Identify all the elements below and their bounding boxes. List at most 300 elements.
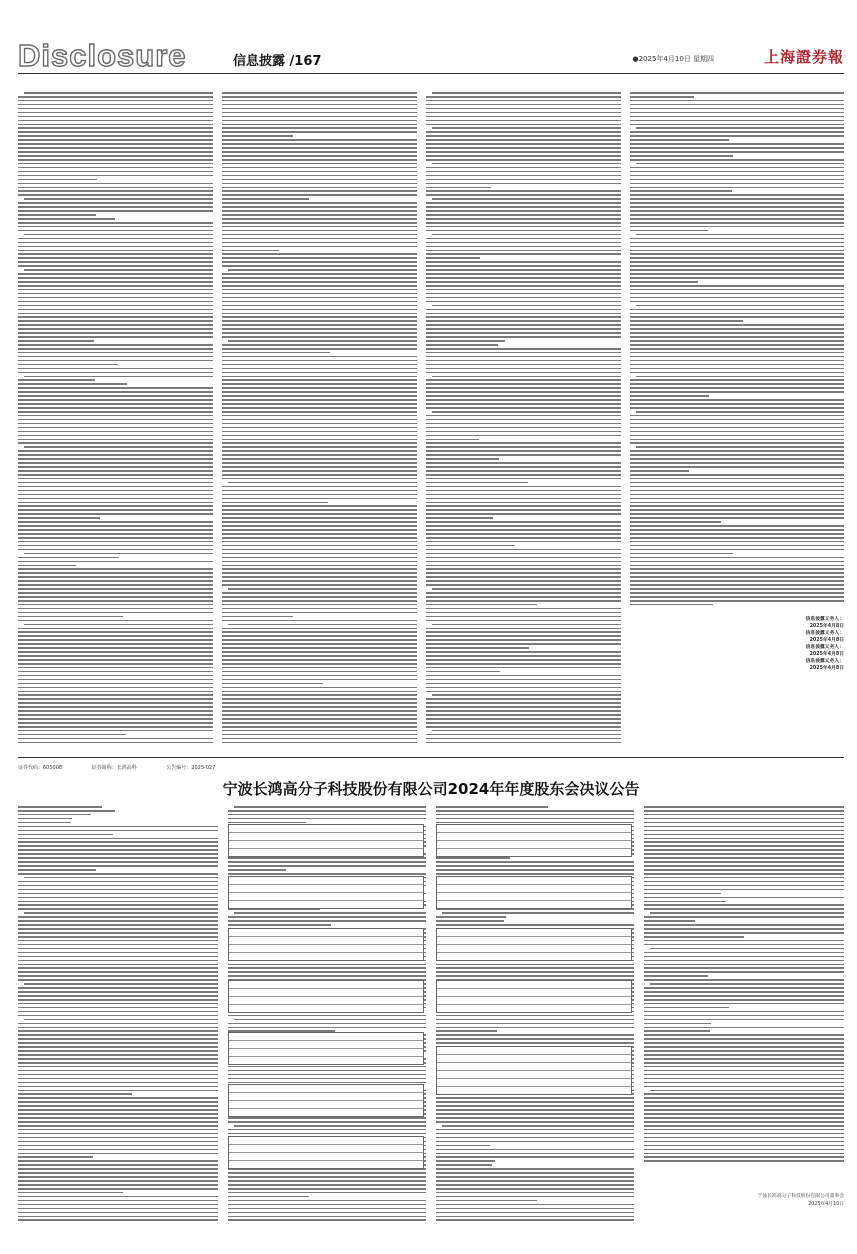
masthead [18,40,844,72]
text-line [636,234,844,236]
text-line [436,971,634,973]
text-line [630,391,844,393]
text-line [644,893,721,895]
announcement-codes [18,764,243,771]
text-line [18,826,218,828]
text-line [18,1172,218,1174]
text-line [18,1027,218,1029]
text-line [644,979,844,981]
text-line [644,956,844,958]
text-line [18,1196,218,1198]
text-line [644,889,844,891]
text-line [426,289,621,291]
vote-table [228,824,424,857]
text-line [222,206,417,208]
text-line [426,387,621,389]
text-line [222,698,417,700]
vote-table-row [437,953,631,960]
text-line [18,1192,123,1194]
text-line [18,498,213,500]
text-line [18,155,213,157]
vote-table-row [229,1161,423,1168]
text-line [426,498,621,500]
text-line [436,1133,634,1135]
signature-date: 2025年4月8日 [809,666,844,671]
text-line [426,297,621,299]
announcement-column-4 [644,806,844,1166]
text-line [18,253,213,255]
text-line [426,419,621,421]
text-line [426,372,621,374]
text-line [18,675,213,677]
text-line [18,742,213,744]
text-line [644,1133,844,1135]
text-line [228,967,426,969]
text-line [432,376,621,378]
text-line [426,655,621,657]
text-line [18,151,213,153]
text-line [18,332,213,334]
text-line [18,683,213,685]
text-line [436,1019,634,1021]
text-line [222,403,417,405]
text-line [436,1176,634,1178]
text-line [426,187,491,189]
text-line [644,826,844,828]
text-line [18,928,218,930]
text-line [630,131,844,133]
vote-table-row [229,989,423,997]
text-line [426,218,621,220]
text-line [644,849,844,851]
text-line [18,171,213,173]
text-line [426,533,621,535]
text-line [18,572,213,574]
text-line [436,1212,634,1214]
text-line [630,202,844,204]
text-line [426,671,500,673]
text-line [630,541,844,543]
text-line [436,1164,492,1166]
vote-table-row [229,1049,423,1057]
text-line [18,1086,218,1088]
text-line [18,620,213,622]
text-line [18,100,213,102]
footer-date: 2025年4月10日 [808,1202,844,1207]
vote-table-row [229,1033,423,1041]
text-line [426,320,621,322]
text-line [650,912,844,914]
text-line [426,431,621,433]
text-line [630,344,844,346]
text-line [18,841,218,843]
text-line [426,667,621,669]
vote-table [228,876,424,909]
text-line [18,698,213,700]
text-line [222,596,417,598]
text-line [18,250,213,252]
text-line [644,818,844,820]
text-line [222,565,417,567]
text-line [630,257,844,259]
text-line [644,920,695,922]
text-line [228,916,426,918]
vote-table-row [437,929,631,937]
text-line [426,576,621,578]
text-line [18,324,213,326]
text-line [630,139,729,141]
text-line [222,131,417,133]
text-line [222,96,417,98]
article-column-3 [426,92,621,750]
text-line [222,446,417,448]
text-line [426,521,621,523]
text-line [18,1137,218,1139]
text-line [630,171,844,173]
text-line [18,604,213,606]
text-line [630,415,844,417]
text-line [18,281,213,283]
text-line [436,1208,634,1210]
text-line [18,584,213,586]
text-line [426,135,621,137]
text-line [426,183,621,185]
text-line [426,194,621,196]
text-line [222,253,417,255]
text-line [426,702,621,704]
text-line [630,116,844,118]
text-line [650,1090,844,1092]
vote-table [228,980,424,1013]
text-line [18,242,213,244]
text-line [644,1109,844,1111]
text-line [18,360,213,362]
text-line [18,1200,218,1202]
vote-table-row [229,1153,423,1161]
text-line [630,324,844,326]
text-line [644,834,844,836]
text-line [18,561,213,563]
text-line [630,600,844,602]
text-line [630,309,844,311]
text-line [18,226,213,228]
text-line [228,1212,426,1214]
text-line [222,218,417,220]
text-line [426,155,621,157]
text-line [644,1066,844,1068]
text-line [18,873,218,875]
text-line [426,596,621,598]
text-line [630,151,844,153]
text-line [630,332,844,334]
text-line [222,419,417,421]
text-line [426,328,621,330]
text-line [18,655,213,657]
text-line [644,916,844,918]
text-line [18,482,213,484]
text-line [18,1188,218,1190]
vote-table-row [437,989,631,997]
text-line [18,1156,93,1158]
text-line [222,620,417,622]
text-line [228,1219,426,1221]
text-line [222,545,417,547]
text-line [630,206,844,208]
text-line [222,273,417,275]
text-line [228,1180,426,1182]
text-line [644,865,844,867]
text-line [222,639,417,641]
text-line [426,108,621,110]
article-column-1 [18,92,213,750]
text-line [426,340,505,342]
text-line [426,364,621,366]
text-line [630,360,844,362]
text-line [630,155,733,157]
text-line [18,1034,218,1036]
vote-table-row [229,877,423,885]
vote-table-row [229,893,423,901]
text-line [18,431,213,433]
text-line [630,222,844,224]
text-line [18,865,218,867]
text-line [436,967,634,969]
text-line [426,687,621,689]
text-line [426,242,621,244]
text-line [228,1200,426,1202]
signature-date: 2025年4月8日 [809,652,844,657]
text-line [436,857,510,859]
text-line [630,498,844,500]
text-line [18,285,213,287]
text-line [426,561,621,563]
text-line [222,454,417,456]
text-line [18,722,213,724]
text-line [18,1082,218,1084]
text-line [436,1184,634,1186]
text-line [436,1042,634,1044]
text-line [426,222,621,224]
vote-table-row [437,841,631,849]
text-line [426,722,621,724]
text-line [630,120,844,122]
text-line [426,466,621,468]
text-line [630,561,844,563]
text-line [18,502,213,504]
text-line [228,1176,426,1178]
text-line [426,565,621,567]
text-line [426,714,621,716]
text-line [644,877,844,879]
text-line [644,1125,844,1127]
text-line [630,592,844,594]
text-line [24,198,213,200]
text-line [436,1137,634,1139]
text-line [644,1058,844,1060]
text-line [18,1184,218,1186]
text-line [644,1003,844,1005]
text-line [630,198,844,200]
text-line [228,1082,426,1084]
text-line [630,104,844,106]
text-line [18,293,213,295]
text-line [426,167,621,169]
text-line [630,505,844,507]
text-line [222,631,417,633]
text-line [630,112,844,114]
text-line [18,395,213,397]
text-line [234,1019,426,1021]
text-line [222,726,417,728]
text-line [426,553,621,555]
text-line [18,348,213,350]
text-line [222,691,417,693]
text-line [228,482,417,484]
text-line [432,411,621,413]
text-line [630,336,844,338]
text-line [644,885,844,887]
text-line [18,297,213,299]
text-line [426,706,621,708]
text-line [222,470,417,472]
vote-table-row [437,1047,631,1055]
text-line [644,975,708,977]
text-line [436,1034,634,1036]
text-line [630,175,844,177]
text-line [222,210,417,212]
text-line [18,439,213,441]
text-line [630,372,844,374]
text-line [18,849,218,851]
text-line [426,505,621,507]
text-line [18,131,213,133]
text-line [18,466,213,468]
text-line [234,1125,426,1127]
text-line [18,861,218,863]
text-line [630,521,721,523]
text-line [630,604,713,606]
text-line [436,810,634,812]
text-line [18,143,213,145]
text-line [222,415,417,417]
text-line [24,912,218,914]
text-line [426,635,621,637]
text-line [18,1030,218,1032]
text-line [426,726,621,728]
text-line [432,92,621,94]
text-line [426,458,499,460]
text-line [426,710,621,712]
text-line [426,663,621,665]
text-line [222,651,417,653]
text-line [222,529,417,531]
text-line [426,214,621,216]
text-line [18,411,213,413]
text-line [636,446,844,448]
text-line [18,1113,218,1115]
text-line [18,336,213,338]
text-line [18,1141,218,1143]
text-line [644,845,844,847]
vote-table [436,980,632,1013]
text-line [18,521,213,523]
text-line [644,1078,844,1080]
text-line [18,1058,218,1060]
text-line [18,834,113,836]
text-line [630,143,844,145]
text-line [18,1204,218,1206]
text-line [630,462,844,464]
text-line [426,608,621,610]
text-line [18,718,213,720]
text-line [18,691,213,693]
text-line [644,995,844,997]
text-line [426,584,621,586]
text-line [436,916,506,918]
text-line [630,588,844,590]
vote-table [436,824,632,857]
text-line [426,190,621,192]
text-line [18,383,127,385]
text-line [18,710,213,712]
text-line [18,478,213,480]
text-line [630,261,844,263]
vote-table [436,1046,632,1095]
text-line [18,183,213,185]
text-line [18,1176,218,1178]
vote-table-row [437,945,631,953]
text-line [222,179,417,181]
text-line [24,234,213,236]
text-line [426,226,621,228]
text-line [426,96,621,98]
text-line [24,92,213,94]
text-line [630,379,844,381]
text-line [18,218,115,220]
text-line [222,474,417,476]
text-line [436,1121,634,1123]
text-line [426,631,621,633]
text-line [222,572,417,574]
text-line [18,1042,218,1044]
text-line [18,379,95,381]
text-line [18,734,126,736]
text-line [222,694,417,696]
text-line [18,663,213,665]
text-line [436,1038,634,1040]
text-line [222,372,417,374]
text-line [644,1030,710,1032]
text-line [222,592,417,594]
text-line [222,332,417,334]
text-line [426,348,621,350]
text-line [630,368,844,370]
text-line [222,407,417,409]
text-line [222,568,417,570]
text-line [222,214,417,216]
text-line [630,183,844,185]
vote-table-row [437,1071,631,1079]
text-line [18,545,213,547]
text-line [630,502,844,504]
text-line [18,952,218,954]
announcement-title: 宁波长鸿高分子科技股份有限公司2024年年度股东会决议公告 [222,780,640,798]
text-line [18,869,96,871]
text-line [630,285,844,287]
text-line [426,273,621,275]
text-line [222,576,417,578]
text-line [18,517,100,519]
